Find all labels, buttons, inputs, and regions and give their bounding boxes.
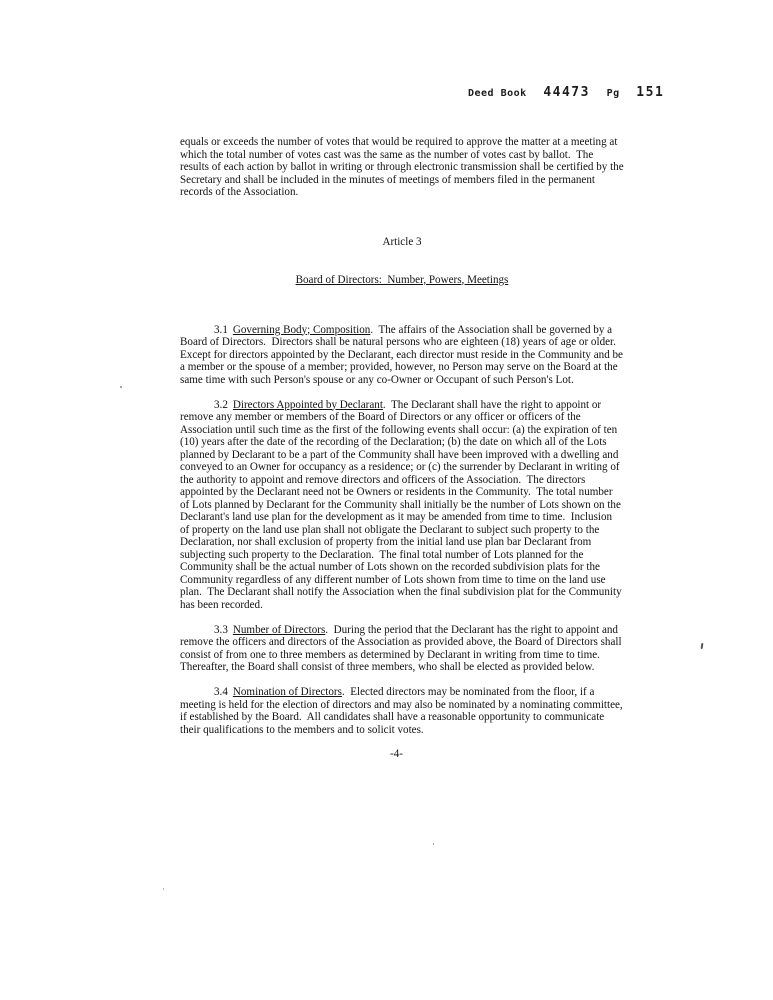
section-body: . The affairs of the Association shall be governed by a Board of Directors. Directors shall be natural persons who are eighteen (18) years of age or older. Except for directors appointed by the Declarant, each director must reside in the Community and be a member or the spouse of a member; provided, however, no Person may serve on the Board at the same time with such Person's spouse or any co-Owner or Occupant of such Person's Lot. [180, 323, 626, 386]
section-3-3 [180, 624, 624, 674]
section-3-1 [180, 324, 624, 387]
section-number: 3.1 [214, 323, 228, 336]
scan-speck [701, 643, 704, 649]
section-heading: Governing Body; Composition [232, 323, 371, 336]
article-subtitle: Board of Directors: Number, Powers, Meetings [295, 273, 509, 286]
section-3-2 [180, 399, 624, 612]
deed-book-stamp [468, 81, 664, 100]
scan-speck [433, 843, 434, 845]
stamp-page-number: 151 [636, 85, 665, 100]
section-number: 3.3 [214, 623, 228, 636]
stamp-book-number: 44473 [543, 85, 590, 100]
section-body: . Elected directors may be nominated from the floor, if a meeting is held for the election of directors and may also be nominated by a nominating committee, if established by the Board. All candidates shall have a reasonable opportunity to communicate their qualifications to the members and to solicit votes. [180, 686, 626, 736]
intro-paragraph: equals or exceeds the number of votes that would be required to approve the matter at a meeting at which the total number of votes cast was the same as the number of votes cast by ballot. The results of each action by ballot in writing or through electronic transmission shall be certified by the Secretary and shall be included in the minutes of meetings of members filed in the permanent records of the Association. [180, 136, 627, 198]
section-number: 3.2 [214, 398, 228, 411]
scan-speck [163, 888, 164, 890]
document-body [180, 136, 627, 749]
article-title: Article 3 [382, 236, 422, 248]
scan-speck [120, 386, 122, 388]
section-heading: Number of Directors [232, 623, 326, 636]
section-body: . The Declarant shall have the right to appoint or remove any member or members of the Board of Directors or any officer or officers of the Association until such time as the first of the following events shall occur: (a) the expiration of ten (10) years after the date of the recording of the Declaration; (b) the date on which all of the Lots planned by Declarant to be a part of the Community shall have been improved with a dwelling and conveyed to an Owner for occupancy as a residence; or (c) the surrender by Declarant in writing of the authority to appoint and remove directors and officers of the Association. The directors appointed by the Declarant need not be Owners or residents in the Community. The total number of Lots planned by Declarant for the Community shall initially be the number of Lots shown on the Declarant's land use plan for the development as it may be amended from time to time. Inclusion of property on the land use plan shall not obligate the Declarant to subject such property to the Declaration, nor shall exclusion of property from the initial land use plan bar Declarant from subjecting such property to the Declaration. The final total number of Lots planned for the Community shall be the actual number of Lots shown on the recorded subdivision plats for the Community regardless of any different number of Lots shown from time to time on the land use plan. The Declarant shall notify the Association when the final subdivision plat for the Community has been recorded. [180, 398, 625, 611]
section-number: 3.4 [214, 686, 228, 698]
stamp-deed-book-label: Deed Book [468, 88, 527, 99]
stamp-pg-label: Pg [606, 88, 620, 99]
section-3-4 [180, 686, 624, 736]
section-heading: Directors Appointed by Declarant [232, 398, 383, 411]
section-body: . During the period that the Declarant has the right to appoint and remove the officers and directors of the Association as provided above, the Board of Directors shall consist of from one to three members as determined by Declarant in writing from time to time. Thereafter, the Board shall consist of three members, who shall be elected as provided below. [180, 623, 625, 673]
article-heading [180, 211, 624, 311]
section-heading: Nomination of Directors [232, 686, 342, 698]
page-number: -4- [390, 748, 403, 760]
